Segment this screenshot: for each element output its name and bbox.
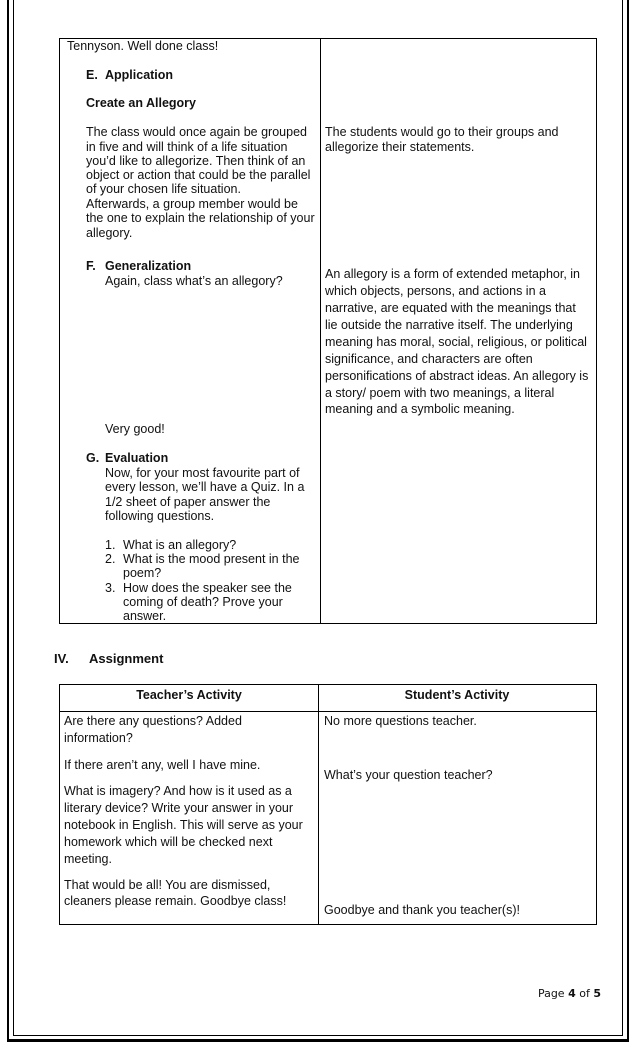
question-line: What is the mood present in the: [123, 552, 300, 566]
generalization-marker: F.: [86, 259, 96, 273]
response-line: personifications of abstract ideas. An allegory is: [325, 369, 589, 383]
cell-line: notebook in English. This will serve as your: [64, 818, 303, 832]
paragraph-line: allegory.: [86, 226, 133, 240]
question-number: 2.: [105, 552, 116, 566]
question-line: answer.: [123, 609, 167, 623]
cell-line: information?: [64, 731, 133, 745]
question-number: 3.: [105, 581, 116, 595]
section-title: Assignment: [89, 651, 164, 666]
cell-line: What is imagery? And how is it used as a: [64, 784, 292, 798]
paragraph-line: The class would once again be grouped: [86, 125, 307, 139]
response-line: narrative, are equated with the meanings that: [325, 301, 576, 315]
paragraph-line: object or action that could be the parallel: [86, 168, 311, 182]
question-line: poem?: [123, 566, 162, 580]
question-line: What is an allegory?: [123, 538, 237, 552]
cell-line: cleaners please remain. Goodbye class!: [64, 894, 287, 908]
response-line: meaning and a symbolic meaning.: [325, 402, 515, 416]
paragraph-line: 1/2 sheet of paper answer the: [105, 495, 271, 509]
response-line: significance, and characters are often: [325, 352, 533, 366]
column-divider: [318, 685, 319, 924]
application-marker: E.: [86, 68, 98, 82]
evaluation-heading: Evaluation: [105, 451, 169, 465]
question-line: How does the speaker see the: [123, 581, 292, 595]
paragraph-line: Now, for your most favourite part of: [105, 466, 300, 480]
intro-text: Tennyson. Well done class!: [67, 39, 219, 53]
of-word: of: [579, 987, 590, 1000]
response-line: meaning has moral, social, religious, or political: [325, 335, 587, 349]
question-number: 1.: [105, 538, 116, 552]
cell-line: That would be all! You are dismissed,: [64, 878, 271, 892]
generalization-heading: Generalization: [105, 259, 192, 273]
assignment-table: [59, 684, 597, 925]
student-cell: No more questions teacher.: [324, 714, 477, 728]
paragraph-line: following questions.: [105, 509, 215, 523]
student-cell: What’s your question teacher?: [324, 768, 493, 782]
paragraph-line: the one to explain the relationship of your: [86, 211, 315, 225]
question-line: coming of death? Prove your: [123, 595, 283, 609]
response-line: An allegory is a form of extended metaphor, in: [325, 267, 581, 281]
response-line: which objects, persons, and actions in a: [325, 284, 546, 298]
application-subheading: Create an Allegory: [86, 96, 196, 110]
student-cell: Goodbye and thank you teacher(s)!: [324, 903, 520, 917]
cell-line: If there aren’t any, well I have mine.: [64, 758, 261, 772]
generalization-response: Very good!: [105, 422, 165, 436]
total-pages: 5: [593, 987, 601, 1000]
student-activity-header: Student’s Activity: [404, 688, 510, 702]
response-line: The students would go to their groups and: [325, 125, 559, 139]
page-number: [538, 987, 601, 1000]
section-numeral: IV.: [54, 651, 69, 666]
column-divider: [320, 39, 321, 623]
generalization-question: Again, class what’s an allegory?: [105, 274, 283, 288]
paragraph-line: every lesson, we’ll have a Quiz. In a: [105, 480, 305, 494]
evaluation-marker: G.: [86, 451, 100, 465]
response-line: allegorize their statements.: [325, 140, 475, 154]
application-heading: Application: [105, 68, 174, 82]
current-page: 4: [568, 987, 576, 1000]
paragraph-line: of your chosen life situation.: [86, 182, 241, 196]
teacher-activity-header: Teacher’s Activity: [136, 688, 242, 702]
cell-line: homework which will be checked next: [64, 835, 273, 849]
paragraph-line: in five and will think of a life situation: [86, 140, 288, 154]
header-divider: [60, 711, 596, 712]
response-line: lie outside the narrative itself. The underlying: [325, 318, 573, 332]
cell-line: literary device? Write your answer in your: [64, 801, 294, 815]
response-line: a story/ poem with two meanings, a literal: [325, 386, 555, 400]
paragraph-line: Afterwards, a group member would be: [86, 197, 298, 211]
cell-line: Are there any questions? Added: [64, 714, 242, 728]
paragraph-line: you’d like to allegorize. Then think of an: [86, 154, 306, 168]
page-word: Page: [537, 987, 565, 1000]
cell-line: meeting.: [64, 852, 112, 866]
